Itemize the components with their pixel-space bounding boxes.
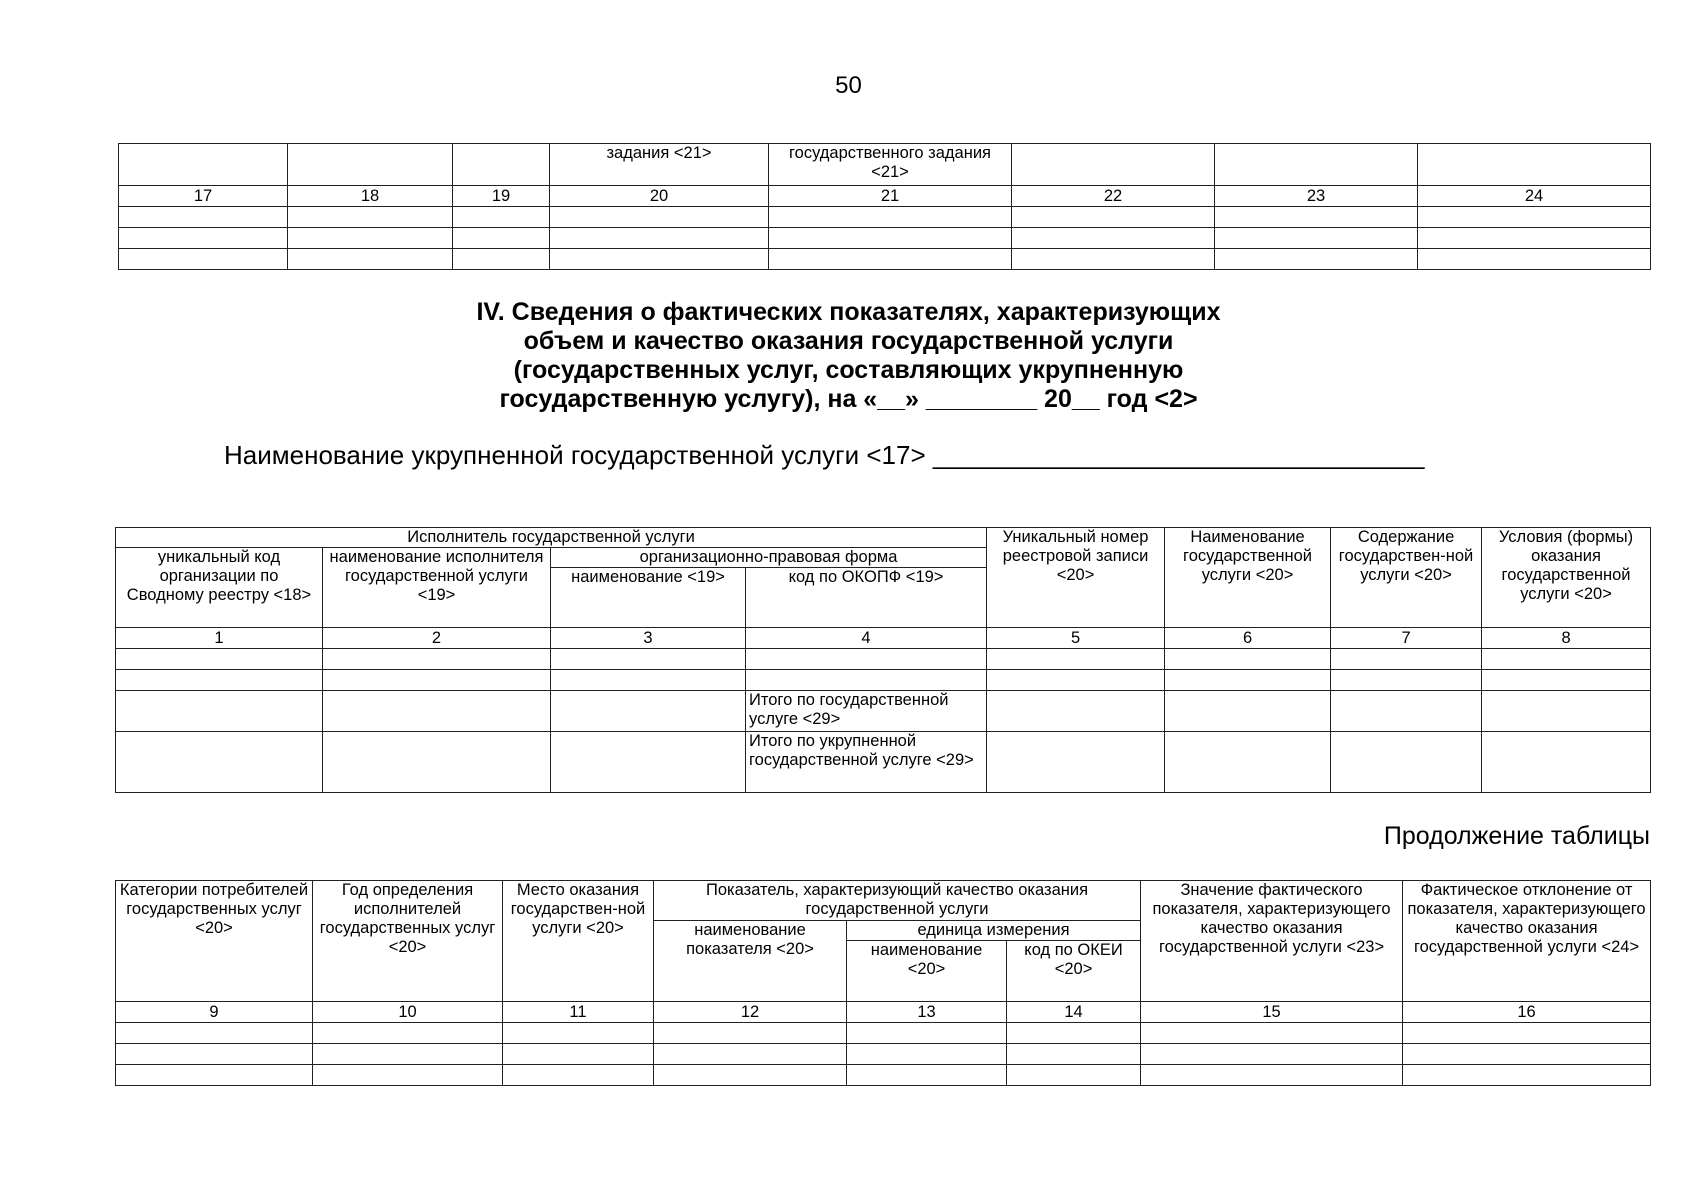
column-number: 6	[1165, 628, 1331, 649]
table-row	[119, 144, 1651, 186]
service-place-header: Место оказания государствен-ной услуги <20>	[503, 881, 654, 1002]
service-name-label: Наименование укрупненной государственной услуги <17> __________________________________	[224, 440, 1425, 470]
header-cell	[453, 144, 550, 186]
continuation-label: Продолжение таблицы	[1383, 822, 1650, 850]
column-number: 15	[1141, 1002, 1403, 1023]
header-cell	[288, 144, 453, 186]
column-number: 8	[1482, 628, 1651, 649]
table-row	[116, 732, 1651, 793]
service-content-header: Содержание государствен-ной услуги <20>	[1331, 528, 1482, 628]
org-form-header: организационно-правовая форма	[551, 548, 987, 568]
unique-code-header: уникальный код организации по Сводному реестру <18>	[116, 548, 323, 628]
column-number: 2	[323, 628, 551, 649]
column-number: 11	[503, 1002, 654, 1023]
table-row	[116, 528, 1651, 548]
column-number: 21	[769, 186, 1012, 207]
header-cell	[1215, 144, 1418, 186]
unit-name-header: наименование <20>	[847, 941, 1007, 1002]
continuation-table	[115, 880, 1651, 1086]
table-row	[119, 228, 1651, 249]
column-number: 16	[1403, 1002, 1651, 1023]
executor-year-header: Год определения исполнителей государственных услуг <20>	[313, 881, 503, 1002]
column-number-row	[116, 1002, 1651, 1023]
column-number: 4	[746, 628, 987, 649]
consumer-categories-header: Категории потребителей государственных услуг <20>	[116, 881, 313, 1002]
section-title	[0, 298, 1697, 414]
header-cell	[119, 144, 288, 186]
actual-deviation-header: Фактическое отклонение от показателя, характеризующего качество оказания государственной услуги <24>	[1403, 881, 1651, 1002]
service-name-header: Наименование государственной услуги <20>	[1165, 528, 1331, 628]
actual-indicators-table	[115, 527, 1651, 793]
column-number: 3	[551, 628, 746, 649]
page-number: 50	[835, 72, 862, 99]
column-number: 17	[119, 186, 288, 207]
table-row	[119, 207, 1651, 228]
indicator-name-header: наименование показателя <20>	[654, 921, 847, 1002]
column-number: 10	[313, 1002, 503, 1023]
header-cell: задания <21>	[550, 144, 769, 186]
registry-number-header: Уникальный номер реестровой записи <20>	[987, 528, 1165, 628]
column-number: 18	[288, 186, 453, 207]
column-number: 20	[550, 186, 769, 207]
column-number: 9	[116, 1002, 313, 1023]
table-row	[116, 1065, 1651, 1086]
total-consolidated-label: Итого по укрупненной государственной услуге <29>	[746, 732, 987, 793]
actual-value-header: Значение фактического показателя, характеризующего качество оказания государственной услуги <23>	[1141, 881, 1403, 1002]
service-conditions-header: Условия (формы) оказания государственной услуги <20>	[1482, 528, 1651, 628]
table-row	[116, 649, 1651, 670]
executor-name-header: наименование исполнителя государственной услуги <19>	[323, 548, 551, 628]
table-row	[116, 1023, 1651, 1044]
table-row	[116, 670, 1651, 691]
org-form-name-header: наименование <19>	[551, 568, 746, 628]
column-number: 12	[654, 1002, 847, 1023]
column-number: 14	[1007, 1002, 1141, 1023]
section-title-line: объем и качество оказания государственной услуги	[523, 327, 1174, 355]
section-title-line: IV. Сведения о фактических показателях, характеризующих	[476, 298, 1221, 326]
column-number: 13	[847, 1002, 1007, 1023]
column-number-row	[119, 186, 1651, 207]
column-number: 24	[1418, 186, 1651, 207]
total-service-label: Итого по государственной услуге <29>	[746, 691, 987, 732]
executor-header: Исполнитель государственной услуги	[116, 528, 987, 548]
column-number: 23	[1215, 186, 1418, 207]
column-number: 1	[116, 628, 323, 649]
column-number: 7	[1331, 628, 1482, 649]
column-number-row	[116, 628, 1651, 649]
header-cell	[1418, 144, 1651, 186]
section-title-line: государственную услугу), на «__» ________ 20__ год <2>	[499, 385, 1198, 413]
column-number: 22	[1012, 186, 1215, 207]
okei-code-header: код по ОКЕИ <20>	[1007, 941, 1141, 1002]
header-cell: государственного задания <21>	[769, 144, 1012, 186]
table-row	[116, 691, 1651, 732]
column-number: 19	[453, 186, 550, 207]
okopf-code-header: код по ОКОПФ <19>	[746, 568, 987, 628]
table-row	[116, 881, 1651, 921]
header-cell	[1012, 144, 1215, 186]
quality-indicator-header: Показатель, характеризующий качество оказания государственной услуги	[654, 881, 1141, 921]
table-row	[116, 1044, 1651, 1065]
top-continuation-table	[118, 143, 1651, 270]
section-title-line: (государственных услуг, составляющих укрупненную	[513, 356, 1184, 384]
column-number: 5	[987, 628, 1165, 649]
table-row	[119, 249, 1651, 270]
unit-header: единица измерения	[847, 921, 1141, 941]
